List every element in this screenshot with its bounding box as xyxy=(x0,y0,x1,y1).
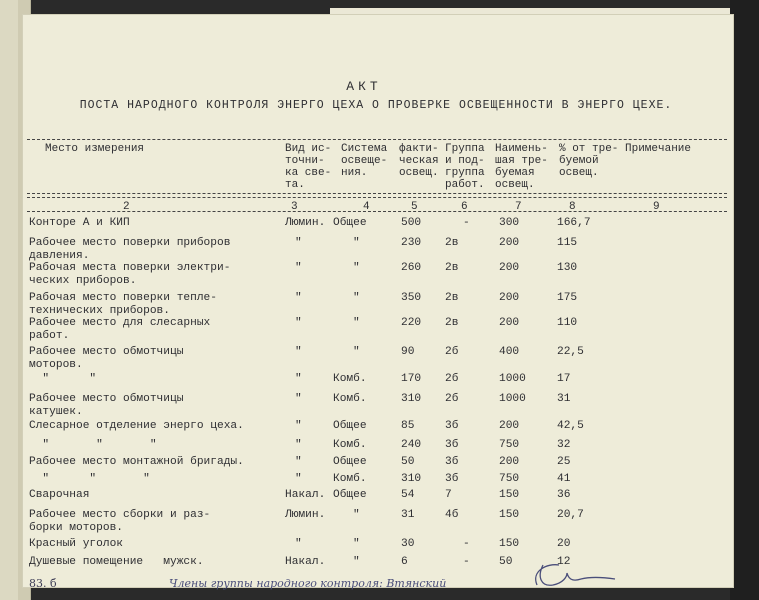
cell-source: Накал. xyxy=(285,489,326,501)
cell-actual: 310 xyxy=(401,393,422,405)
cell-pct: 166,7 xyxy=(557,217,591,229)
cell-pct: 41 xyxy=(557,473,571,485)
cell-system: Комб. xyxy=(333,473,367,485)
cell-pct: 17 xyxy=(557,373,571,385)
cell-system: " xyxy=(353,292,360,304)
cell-group: 3б xyxy=(445,473,459,485)
cell-pct: 20 xyxy=(557,538,571,550)
document-subtitle: ПОСТА НАРОДНОГО КОНТРОЛЯ ЭНЕРГО ЦЕХА О ПРОВЕРКЕ ОСВЕЩЕННОСТИ В ЭНЕРГО ЦЕХЕ. xyxy=(79,99,673,112)
cell-source: " xyxy=(295,346,302,358)
cell-group: 2б xyxy=(445,393,459,405)
col-number: 3 xyxy=(291,201,298,213)
cell-min: 750 xyxy=(499,473,520,485)
col-number: 5 xyxy=(411,201,418,213)
cell-group: - xyxy=(463,217,470,229)
col-number: 2 xyxy=(123,201,130,213)
cell-place: Рабочая места поверки электри- ческих приборов. xyxy=(29,262,231,287)
cell-system: Общее xyxy=(333,420,367,432)
cell-actual: 31 xyxy=(401,509,415,521)
header-group: Группа и под- группа работ. xyxy=(445,143,485,191)
cell-place: Рабочее место для слесарных работ. xyxy=(29,317,211,342)
page-mark: 83. б xyxy=(29,577,57,590)
header-min: Наимень- шая тре- буемая освещ. xyxy=(495,143,548,191)
cell-system: Общее xyxy=(333,456,367,468)
cell-actual: 310 xyxy=(401,473,422,485)
cell-group: - xyxy=(463,556,470,568)
cell-pct: 175 xyxy=(557,292,578,304)
cell-min: 200 xyxy=(499,292,520,304)
cell-source: " xyxy=(295,262,302,274)
cell-place: Душевые помещение мужск. xyxy=(29,556,204,568)
cell-system: Комб. xyxy=(333,373,367,385)
cell-system: " xyxy=(353,556,360,568)
document-title: АКТ xyxy=(346,79,382,94)
signature-line: Члены группы народного контроля: Втянский xyxy=(169,577,447,590)
cell-place: Рабочая место поверки тепле- технических приборов. xyxy=(29,292,217,317)
cell-source: " xyxy=(295,473,302,485)
cell-system: Комб. xyxy=(333,439,367,451)
cell-min: 750 xyxy=(499,439,520,451)
cell-source: Люмин. xyxy=(285,217,326,229)
cell-group: 7 xyxy=(445,489,452,501)
cell-place: " " " xyxy=(29,439,157,451)
col-number: 4 xyxy=(363,201,370,213)
cell-actual: 170 xyxy=(401,373,422,385)
header-system: Система освеще- ния. xyxy=(341,143,388,179)
cell-min: 50 xyxy=(499,556,513,568)
cell-actual: 350 xyxy=(401,292,422,304)
cell-pct: 12 xyxy=(557,556,571,568)
cell-actual: 6 xyxy=(401,556,408,568)
cell-actual: 30 xyxy=(401,538,415,550)
cell-actual: 230 xyxy=(401,237,422,249)
cell-min: 1000 xyxy=(499,373,526,385)
cell-actual: 90 xyxy=(401,346,415,358)
cell-source: " xyxy=(295,237,302,249)
col-number: 7 xyxy=(515,201,522,213)
cell-source: Накал. xyxy=(285,556,326,568)
cell-group: 2в xyxy=(445,262,459,274)
scan-background xyxy=(730,0,759,600)
cell-place: Рабочее место обмотчицы катушек. xyxy=(29,393,184,418)
header-source: Вид ис- точни- ка све- та. xyxy=(285,143,332,191)
cell-pct: 36 xyxy=(557,489,571,501)
cell-source: " xyxy=(295,538,302,550)
cell-group: 2в xyxy=(445,292,459,304)
cell-place: Слесарное отделение энерго цеха. xyxy=(29,420,244,432)
cell-actual: 240 xyxy=(401,439,422,451)
cell-system: " xyxy=(353,346,360,358)
cell-place: Рабочее место обмотчицы моторов. xyxy=(29,346,184,371)
cell-min: 400 xyxy=(499,346,520,358)
cell-pct: 115 xyxy=(557,237,578,249)
cell-actual: 260 xyxy=(401,262,422,274)
cell-pct: 31 xyxy=(557,393,571,405)
cell-actual: 50 xyxy=(401,456,415,468)
cell-min: 1000 xyxy=(499,393,526,405)
cell-source: " xyxy=(295,456,302,468)
cell-actual: 85 xyxy=(401,420,415,432)
cell-group: 2в xyxy=(445,317,459,329)
cell-source: " xyxy=(295,420,302,432)
cell-min: 300 xyxy=(499,217,520,229)
cell-group: 3б xyxy=(445,456,459,468)
cell-group: 4б xyxy=(445,509,459,521)
cell-pct: 42,5 xyxy=(557,420,584,432)
cell-place: Красный уголок xyxy=(29,538,123,550)
cell-min: 200 xyxy=(499,237,520,249)
cell-actual: 54 xyxy=(401,489,415,501)
cell-min: 200 xyxy=(499,262,520,274)
cell-source: " xyxy=(295,373,302,385)
handwritten-signature xyxy=(523,555,633,595)
cell-place: " " xyxy=(29,373,97,385)
cell-min: 150 xyxy=(499,538,520,550)
cell-group: 2б xyxy=(445,373,459,385)
cell-system: " xyxy=(353,262,360,274)
cell-min: 150 xyxy=(499,509,520,521)
cell-pct: 20,7 xyxy=(557,509,584,521)
cell-place: Рабочее место сборки и раз- борки моторов. xyxy=(29,509,211,534)
cell-place: Конторе А и КИП xyxy=(29,217,130,229)
table-top-rule xyxy=(27,139,727,140)
cell-pct: 25 xyxy=(557,456,571,468)
cell-min: 150 xyxy=(499,489,520,501)
col-number: 9 xyxy=(653,201,660,213)
col-number: 6 xyxy=(461,201,468,213)
header-note: Примечание xyxy=(625,143,692,155)
cell-place: " " " xyxy=(29,473,150,485)
cell-group: - xyxy=(463,538,470,550)
cell-pct: 110 xyxy=(557,317,578,329)
cell-group: 3б xyxy=(445,439,459,451)
cell-source: Люмин. xyxy=(285,509,326,521)
cell-system: Комб. xyxy=(333,393,367,405)
cell-system: " xyxy=(353,509,360,521)
header-actual: факти- ческая освещ. xyxy=(399,143,439,179)
cell-source: " xyxy=(295,292,302,304)
cell-place: Рабочее место поверки приборов давления. xyxy=(29,237,231,262)
cell-min: 200 xyxy=(499,317,520,329)
cell-source: " xyxy=(295,317,302,329)
cell-system: " xyxy=(353,317,360,329)
cell-system: " xyxy=(353,237,360,249)
cell-actual: 500 xyxy=(401,217,422,229)
cell-pct: 130 xyxy=(557,262,578,274)
cell-system: Общее xyxy=(333,217,367,229)
header-pct: % от тре- буемой освещ. xyxy=(559,143,619,179)
cell-pct: 22,5 xyxy=(557,346,584,358)
cell-system: " xyxy=(353,538,360,550)
cell-source: " xyxy=(295,439,302,451)
document-page xyxy=(22,14,734,588)
cell-group: 3б xyxy=(445,420,459,432)
cell-group: 2б xyxy=(445,346,459,358)
cell-source: " xyxy=(295,393,302,405)
cell-min: 200 xyxy=(499,420,520,432)
col-number: 8 xyxy=(569,201,576,213)
numbers-rule xyxy=(27,211,727,212)
cell-place: Рабочее место монтажной бригады. xyxy=(29,456,244,468)
cell-actual: 220 xyxy=(401,317,422,329)
cell-system: Общее xyxy=(333,489,367,501)
header-place: Место измерения xyxy=(45,143,145,155)
cell-place: Сварочная xyxy=(29,489,90,501)
cell-group: 2в xyxy=(445,237,459,249)
cell-pct: 32 xyxy=(557,439,571,451)
header-rule-1 xyxy=(27,193,727,194)
header-rule-2 xyxy=(27,197,727,198)
cell-min: 200 xyxy=(499,456,520,468)
